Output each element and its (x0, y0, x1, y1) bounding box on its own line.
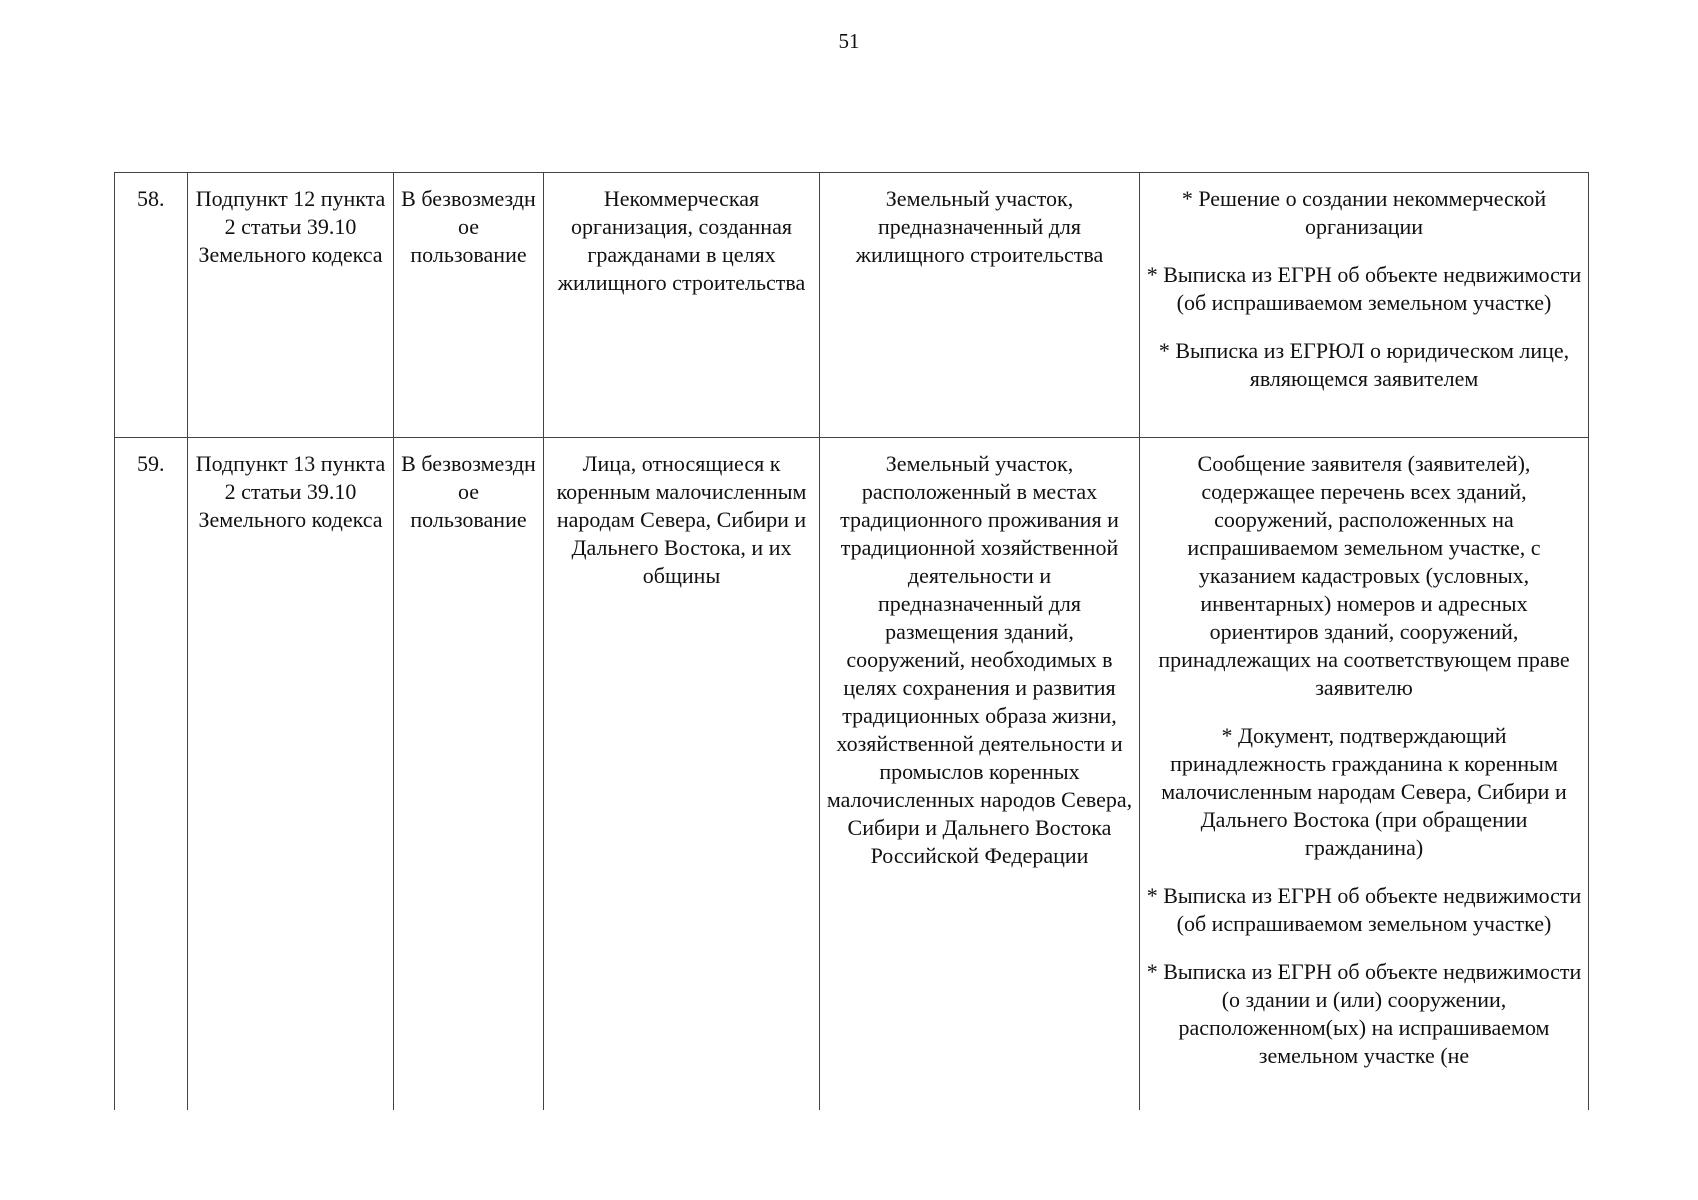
row-number-cell: 59. (115, 438, 188, 1111)
applicant-cell: Некоммерческая организация, созданная гражданами в целях жилищного строительства (544, 173, 820, 438)
row-number-cell: 58. (115, 173, 188, 438)
table-row (115, 173, 1589, 438)
document-item: * Документ, подтверждающий принадлежность гражданина к коренным малочисленным народам Севера, Сибири и Дальнего Востока (при обращении гражданина) (1161, 723, 1567, 860)
right-type-cell: В безвозмездн ое пользование (394, 438, 544, 1111)
document-item: * Выписка из ЕГРЮЛ о юридическом лице, являющемся заявителем (1158, 338, 1570, 391)
table-row (115, 438, 1589, 1111)
page-number: 51 (838, 29, 860, 53)
legal-basis-cell: Подпункт 13 пункта 2 статьи 39.10 Земельного кодекса (188, 438, 394, 1111)
legal-basis-cell: Подпункт 12 пункта 2 статьи 39.10 Земельного кодекса (188, 173, 394, 438)
land-plot-cell: Земельный участок, предназначенный для жилищного строительства (820, 173, 1140, 438)
document-item: Сообщение заявителя (заявителей), содержащее перечень всех зданий, сооружений, расположенных на испрашиваемом земельном участке, с указанием кадастровых (условных, инвентарных) номеров и адресных ориентиров зданий, сооружений, принадлежащих на соответствующем праве заявителю (1158, 451, 1570, 700)
document-item: * Выписка из ЕГРН об объекте недвижимости (о здании и (или) сооружении, расположенном(ых) на испрашиваемом земельном участке (не (1146, 959, 1582, 1068)
applicant-cell: Лица, относящиеся к коренным малочисленным народам Севера, Сибири и Дальнего Востока, и их общины (544, 438, 820, 1111)
right-type-cell: В безвозмездн ое пользование (394, 173, 544, 438)
document-item: * Выписка из ЕГРН об объекте недвижимости (об испрашиваемом земельном участке) (1146, 262, 1582, 315)
documents-cell (1140, 173, 1589, 438)
document-item: * Решение о создании некоммерческой организации (1181, 186, 1547, 239)
document-item: * Выписка из ЕГРН об объекте недвижимости (об испрашиваемом земельном участке) (1146, 883, 1582, 936)
documents-cell (1140, 438, 1589, 1111)
land-plot-cell: Земельный участок, расположенный в местах традиционного проживания и традиционной хозяйственной деятельности и предназначенный для размещения зданий, сооружений, необходимых в целях сохранения и развития традиционных образа жизни, хозяйственной деятельности и промыслов коренных малочисленных народов Севера, Сибири и Дальнего Востока Российской Федерации (820, 438, 1140, 1111)
services-table (114, 172, 1589, 1110)
